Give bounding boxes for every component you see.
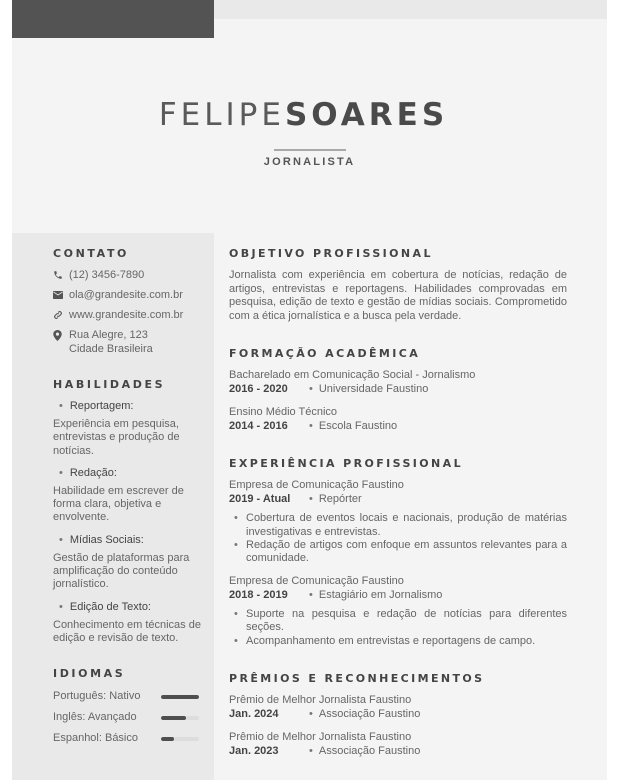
languages-heading: IDIOMAS — [53, 667, 126, 681]
experience-bullet: • Suporte na pesquisa e redação de notícias para diferentes seções. — [229, 608, 567, 634]
person-name — [0, 90, 607, 139]
award-title: Prêmio de Melhor Jornalista Faustino — [229, 693, 412, 706]
contact-email — [53, 288, 203, 302]
title-divider — [274, 149, 346, 151]
top-accent-band — [214, 0, 607, 19]
award-org: Associação Faustino — [318, 707, 421, 720]
bullet-icon: • — [59, 600, 63, 613]
experience-heading: EXPERIÊNCIA PROFISSIONAL — [229, 457, 463, 471]
education-entry: Bacharelado em Comunicação Social - Jornalismo 2016 - 2020 • Universidade Faustino — [229, 368, 567, 396]
experience-company: Empresa de Comunicação Faustino — [229, 479, 404, 492]
education-section — [229, 347, 567, 433]
language-label: Inglês: Avançado — [53, 711, 137, 724]
skill-description: Gestão de plataformas para amplificação do conteúdo jornalístico. — [53, 551, 190, 591]
language-level-bar — [161, 716, 199, 720]
skill-label: Redação: — [69, 466, 117, 479]
last-name: SOARES — [284, 97, 449, 133]
language-label: Espanhol: Básico — [53, 732, 138, 745]
experience-company: Empresa de Comunicação Faustino — [229, 575, 404, 588]
bullet-icon: • — [59, 400, 63, 412]
location-pin-icon — [53, 328, 69, 342]
experience-section — [229, 457, 567, 647]
skill-description: Habilidade em escrever de forma clara, objetiva e envolvente. — [53, 484, 184, 524]
experience-date: 2018 - 2019 — [229, 589, 288, 602]
education-date: 2014 - 2016 — [229, 420, 288, 433]
award-title: Prêmio de Melhor Jornalista Faustino — [229, 730, 412, 743]
language-item — [53, 711, 203, 724]
first-name: FELIPE — [158, 97, 285, 133]
skill-label: Edição de Texto: — [69, 600, 151, 613]
bullet-icon: • — [59, 466, 63, 479]
objective-text: Jornalista com experiência em cobertura de notícias, redação de artigos, entrevistas e reportagens. Habilidades comprovadas em pesquisa, edição de texto e gestão de mídias sociais. Comprometido com a ética jornalística e a busca pela verdade. — [229, 269, 567, 322]
experience-date: 2019 - Atual — [229, 493, 291, 506]
skill-item — [53, 399, 203, 458]
awards-heading: PRÊMIOS E RECONHECIMENTOS — [229, 671, 485, 685]
award-entry: Prêmio de Melhor Jornalista Faustino Jan. 2023 • Associação Faustino — [229, 730, 567, 758]
language-level-bar — [161, 695, 199, 699]
phone-text[interactable]: (12) 3456-7890 — [69, 269, 145, 281]
education-entry: Ensino Médio Técnico 2014 - 2016 • Escola Faustino — [229, 405, 567, 433]
language-label: Português: Nativo — [53, 690, 141, 703]
sidebar — [12, 233, 214, 780]
skill-item — [53, 533, 203, 592]
experience-bullet: • Redação de artigos com enfoque em assuntos relevantes para a comunidade. — [229, 539, 567, 565]
awards-section — [229, 672, 567, 758]
skill-description: Experiência em pesquisa, entrevistas e produção de notícias. — [53, 418, 180, 457]
education-title: Bacharelado em Comunicação Social - Jornalismo — [229, 369, 476, 382]
contact-address — [53, 328, 203, 356]
award-org: Associação Faustino — [318, 744, 421, 757]
website-text[interactable]: www.grandesite.com.br — [69, 309, 184, 321]
education-title: Ensino Médio Técnico — [229, 406, 338, 419]
award-entry: Prêmio de Melhor Jornalista Faustino Jan. 2024 • Associação Faustino — [229, 693, 567, 721]
objective-section — [229, 247, 567, 323]
link-icon — [53, 308, 69, 322]
contact-website — [53, 308, 203, 322]
job-title: JORNALISTA — [263, 156, 356, 168]
header-dark-block — [12, 0, 214, 38]
award-date: Jan. 2023 — [229, 744, 279, 757]
experience-entry: Empresa de Comunicação Faustino 2018 - 2019 • Estagiário em Jornalismo • Suporte na pesquisa e redação de notícias para diferentes seções. • Acompanhamento em entrevistas e reportagens de campo. — [229, 574, 567, 648]
language-item — [53, 732, 203, 745]
language-level-bar — [161, 737, 199, 741]
education-place: Escola Faustino — [318, 420, 398, 433]
skills-heading: HABILIDADES — [53, 378, 166, 391]
address-line-2: Cidade Brasileira — [69, 343, 153, 355]
skill-description: Conhecimento em técnicas de edição e revisão de texto. — [53, 618, 201, 644]
experience-bullet: • Acompanhamento em entrevistas e reportagens de campo. — [229, 635, 567, 648]
main-content — [229, 247, 567, 758]
resume-header — [12, 90, 607, 168]
bullet-icon: • — [59, 533, 63, 546]
email-text[interactable]: ola@grandesite.com.br — [69, 289, 183, 301]
address-line-1: Rua Alegre, 123 — [69, 329, 148, 341]
experience-bullet: • Cobertura de eventos locais e nacionais, produção de matérias investigativas e entrevistas. — [229, 512, 567, 538]
education-heading: FORMAÇÃO ACADÊMICA — [229, 347, 421, 361]
language-item — [53, 690, 203, 703]
skill-label: Reportagem: — [69, 400, 134, 412]
contact-phone — [53, 268, 203, 282]
phone-icon — [53, 268, 69, 282]
award-date: Jan. 2024 — [229, 707, 279, 720]
address-text — [69, 328, 153, 356]
education-place: Universidade Faustino — [318, 383, 429, 396]
experience-role: Estagiário em Jornalismo — [318, 589, 443, 602]
mail-icon — [53, 288, 69, 302]
skill-label: Mídias Sociais: — [69, 533, 144, 546]
experience-role: Repórter — [318, 493, 362, 506]
contact-heading: CONTATO — [53, 247, 129, 260]
education-date: 2016 - 2020 — [229, 383, 288, 396]
skill-item — [53, 600, 203, 646]
objective-heading: OBJETIVO PROFISSIONAL — [229, 247, 433, 260]
skill-item — [53, 466, 203, 525]
experience-entry: Empresa de Comunicação Faustino 2019 - Atual • Repórter • Cobertura de eventos locais e nacionais, produção de matérias investigativas e entrevistas. • Redação de artigos com enfoque em assuntos relevantes para a comunidade. — [229, 478, 567, 565]
